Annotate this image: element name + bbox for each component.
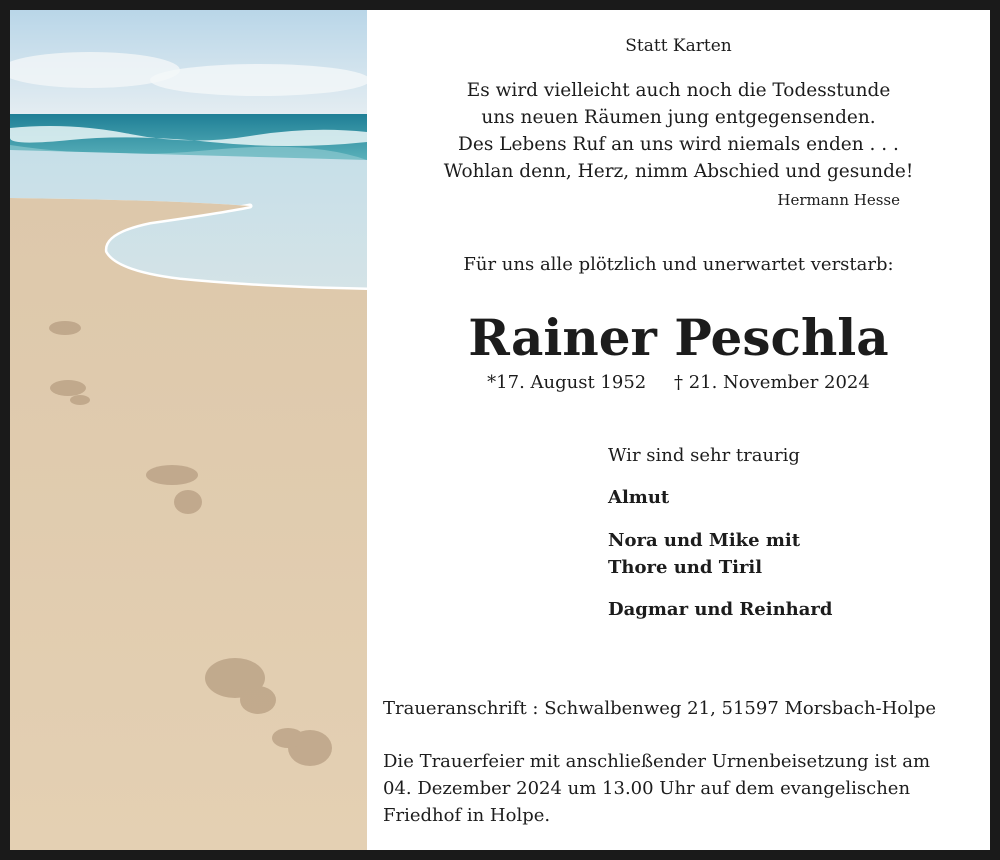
footprint (146, 465, 198, 485)
footprint (50, 380, 86, 396)
mourner-line: Nora und Mike mit (608, 530, 801, 551)
intro-line: Statt Karten (625, 36, 732, 56)
mourner-group (608, 527, 800, 581)
funeral-service-info (383, 748, 943, 829)
poem-line: Des Lebens Ruf an uns wird niemals enden . . . (458, 134, 899, 155)
death-date: † 21. November 2024 (673, 372, 870, 393)
poem-line: Es wird vielleicht auch noch die Todesstunde (466, 80, 891, 101)
mourner-line: Dagmar und Reinhard (608, 599, 833, 620)
poem-line: uns neuen Räumen jung entgegensenden. (481, 107, 876, 128)
life-dates (367, 372, 990, 393)
mourner-group (608, 596, 833, 623)
notice-text (367, 10, 990, 850)
poem-line: Wohlan denn, Herz, nimm Abschied und gesunde! (443, 161, 914, 182)
deceased-name: Rainer Peschla (468, 308, 889, 367)
poem (367, 77, 990, 185)
obituary-notice (10, 10, 990, 850)
poem-author: Hermann Hesse (777, 191, 900, 209)
birth-date: *17. August 1952 (487, 372, 647, 393)
mourning-address: Traueranschrift : Schwalbenweg 21, 51597 Morsbach-Holpe (383, 698, 937, 719)
announcement: Für uns alle plötzlich und unerwartet verstarb: (463, 254, 894, 275)
mourners-intro: Wir sind sehr traurig (608, 445, 800, 466)
mourner-group (608, 484, 669, 511)
footprint (49, 321, 81, 335)
mourner-line: Almut (608, 487, 670, 508)
mourner-line: Thore und Tiril (608, 557, 763, 578)
beach-footprints-image (10, 10, 367, 850)
service-line: Friedhof in Holpe. (383, 805, 551, 826)
service-line: 04. Dezember 2024 um 13.00 Uhr auf dem evangelischen (383, 778, 911, 799)
service-line: Die Trauerfeier mit anschließender Urnenbeisetzung ist am (383, 751, 931, 772)
